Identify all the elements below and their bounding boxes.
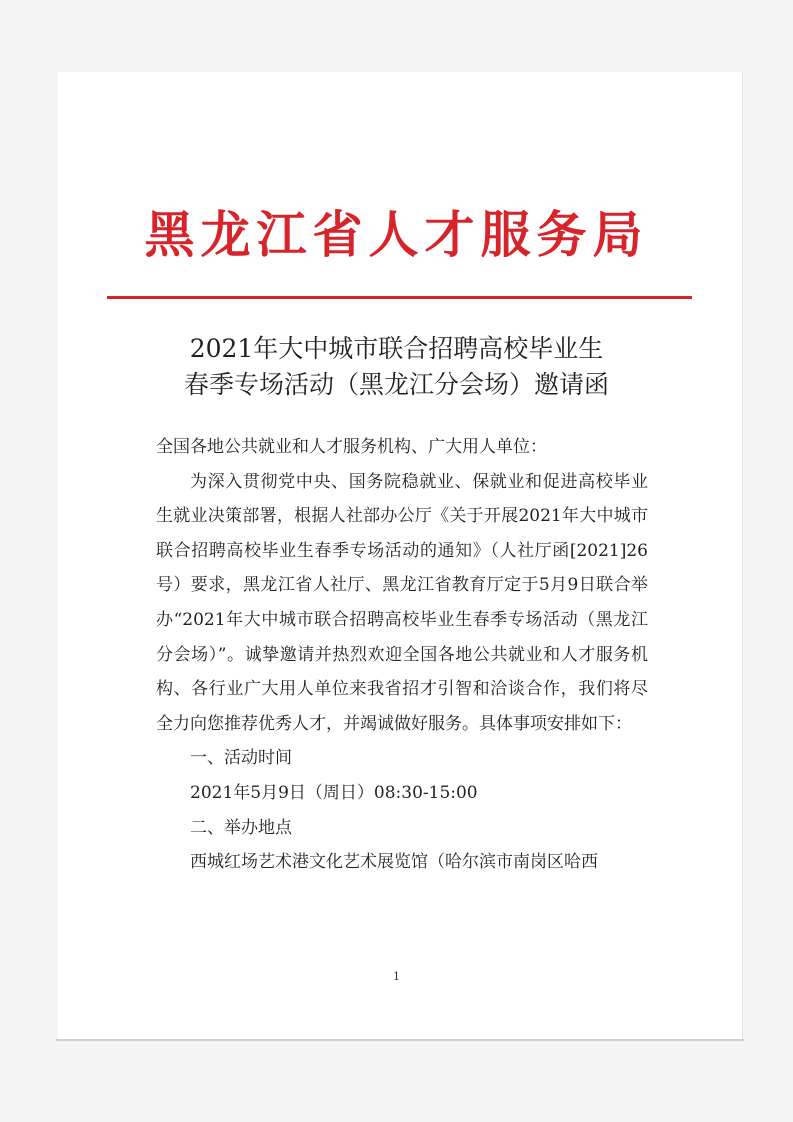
section-heading-time: 一、活动时间	[190, 748, 292, 769]
section-content-location: 西城红场艺术港文化艺术展览馆（哈尔滨市南岗区哈西	[190, 852, 598, 873]
section-content-time: 2021年5月9日（周日）08:30-15:00	[190, 782, 478, 803]
document-title-line-2: 春季专场活动（黑龙江分会场）邀请函	[183, 370, 609, 399]
section-heading-location: 二、举办地点	[190, 817, 292, 838]
letterhead-title: 黑龙江省人才服务局	[144, 206, 649, 264]
intro-paragraph: 为深入贯彻党中央、国务院稳就业、保就业和促进高校毕业生就业决策部署，根据人社部办公厅《关于开展2021年大中城市联合招聘高校毕业生春季专场活动的通知》（人社厅函[2021]26号）要求，黑龙江省人社厅、黑龙江省教育厅定于5月9日联合举办“2021年大中城市联合招聘高校毕业生春季专场活动（黑龙江分会场）”。诚挚邀请并热烈欢迎全国各地公共就业和人才服务机构、各行业广大用人单位来我省招才引智和洽谈合作，我们将尽全力向您推荐优秀人才，并竭诚做好服务。具体事项安排如下：	[156, 471, 648, 734]
page-number: 1	[393, 970, 400, 983]
salutation: 全国各地公共就业和人才服务机构、广大用人单位：	[156, 437, 547, 457]
letterhead-divider	[107, 296, 692, 299]
page-edge	[56, 1039, 744, 1041]
document-body	[156, 430, 648, 880]
document-title-line-1: 2021年大中城市联合招聘高校毕业生	[189, 334, 604, 363]
